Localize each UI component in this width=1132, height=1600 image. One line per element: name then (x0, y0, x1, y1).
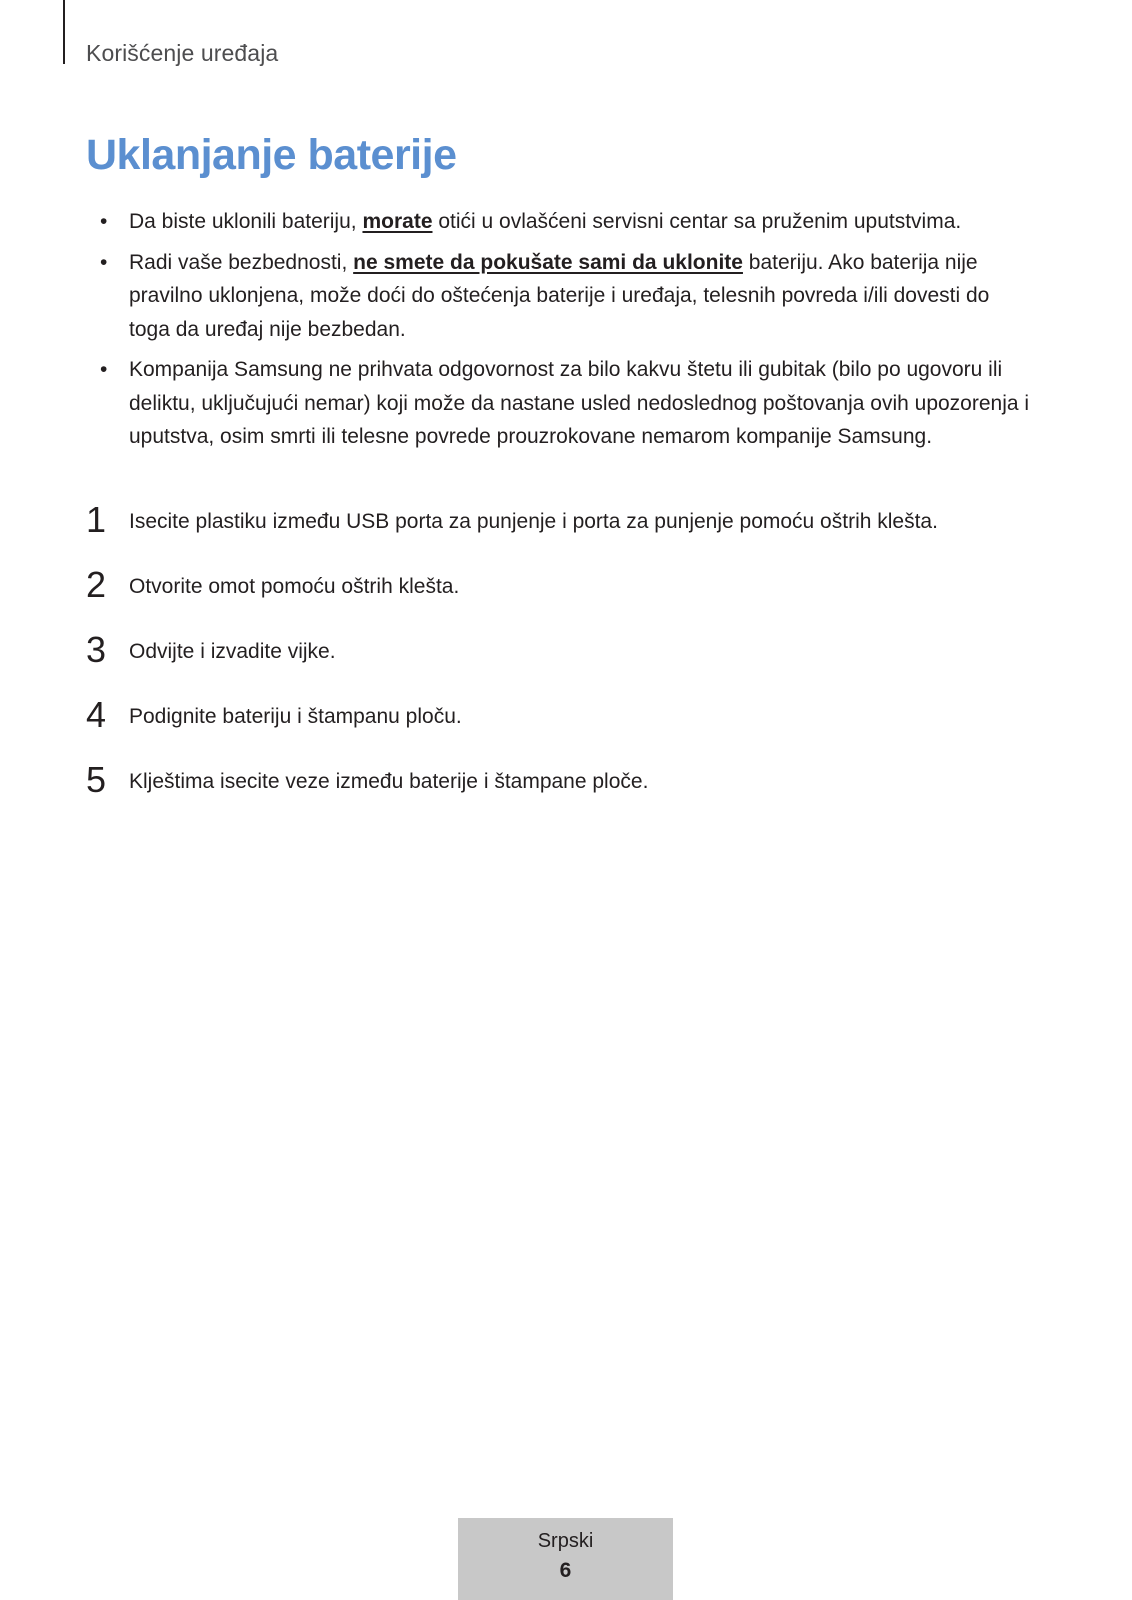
bullet-icon: • (100, 250, 108, 274)
notes-list (86, 205, 1036, 461)
step-number: 3 (86, 629, 107, 670)
step-item (86, 694, 1036, 766)
step-number: 2 (86, 564, 107, 605)
footer-language: Srpski (537, 1530, 594, 1552)
step-text: Odvijte i izvadite vijke. (129, 640, 336, 663)
step-item (86, 564, 1036, 636)
page-title: Uklanjanje baterije (86, 131, 457, 179)
note-text: otići u ovlašćeni servisni centar sa pruženim uputstvima. (438, 210, 962, 233)
note-item (86, 353, 1036, 454)
bullet-icon: • (100, 210, 108, 233)
note-item (86, 246, 1036, 347)
step-number: 5 (86, 759, 107, 800)
step-item (86, 629, 1036, 701)
bullet-icon: • (100, 358, 108, 381)
note-text: Kompanija Samsung ne prihvata odgovornost za bilo kakvu štetu ili gubitak (bilo po ugovoru ili deliktu, uključujući nemar) koji može da nastane usled nedoslednog poštovanja ovih upozorenja i uputstva, osim smrti ili telesne povrede prouzrokovane nemarom kompanije Samsung. (129, 358, 1030, 448)
step-item (86, 499, 1036, 571)
section-header: Korišćenje uređaja (86, 40, 279, 66)
note-emphasis: ne smete da pokušate sami da uklonite (353, 250, 743, 274)
step-number: 1 (86, 499, 107, 540)
note-text: Da biste uklonili bateriju, (129, 210, 357, 233)
note-text: bateriju. Ako baterija nije pravilno uklonjena, može doći do oštećenja baterije i uređaja, telesnih povreda i/ili dovesti do toga da uređaj nije bezbedan. (129, 250, 990, 341)
step-text: Otvorite omot pomoću oštrih klešta. (129, 575, 460, 598)
step-item (86, 759, 1036, 831)
note-item (86, 205, 1036, 239)
step-text: Isecite plastiku između USB porta za punjenje i porta za punjenje pomoću oštrih klešta. (129, 510, 938, 533)
step-text: Podignite bateriju i štampanu ploču. (129, 705, 462, 728)
step-number: 4 (86, 694, 107, 735)
steps-list (86, 499, 1036, 831)
page-footer (458, 1518, 673, 1600)
margin-rule (63, 0, 65, 64)
note-text: Radi vaše bezbednosti, (129, 250, 348, 274)
step-text: Klještima isecite veze između baterije i štampane ploče. (129, 770, 649, 793)
note-emphasis: morate (362, 210, 433, 233)
page-number: 6 (559, 1559, 572, 1582)
